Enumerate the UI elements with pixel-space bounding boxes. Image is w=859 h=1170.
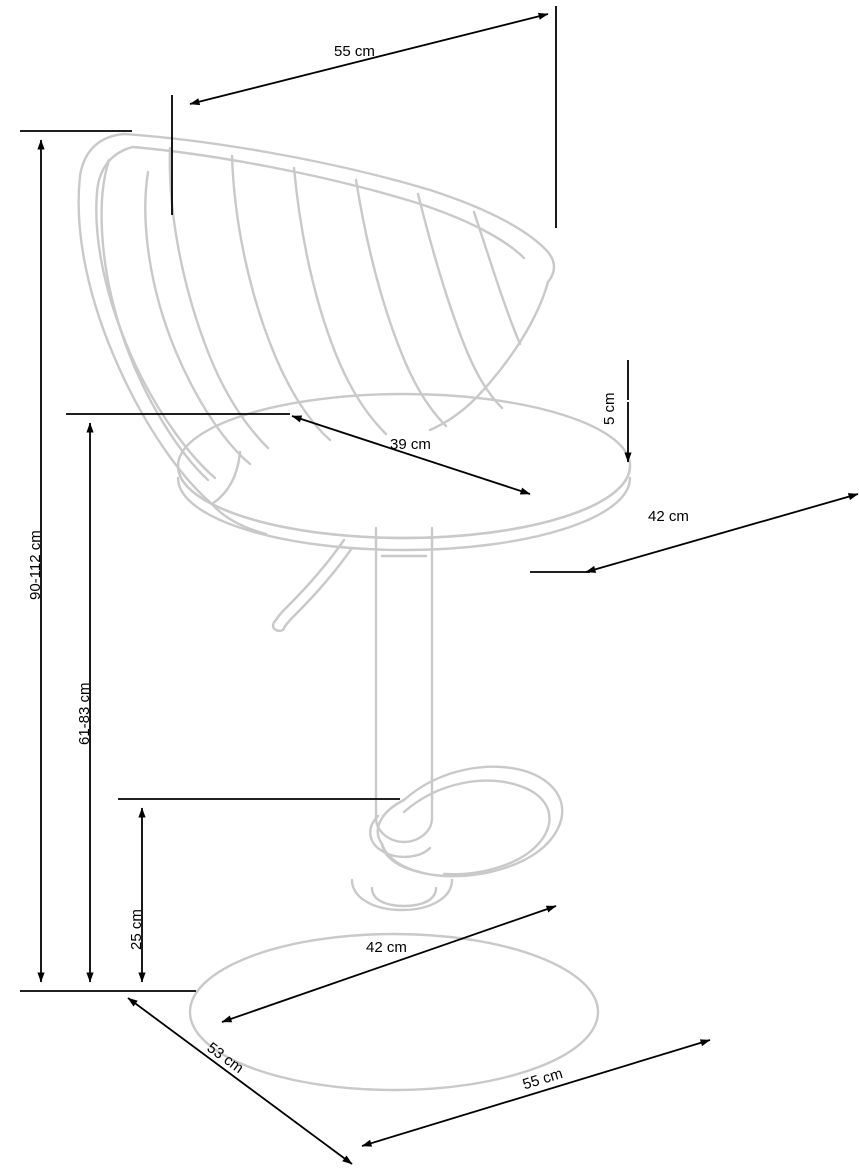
dim-line-overall-depth xyxy=(362,1040,710,1146)
dim-line-base-depth xyxy=(128,998,352,1164)
dimension-label-base-depth: 53 cm xyxy=(203,1039,247,1077)
dimension-label-seat-width: 42 cm xyxy=(648,508,689,525)
dimension-label-footrest-height: 25 cm xyxy=(128,909,145,950)
dimension-lines xyxy=(20,6,858,1164)
dim-line-base-diameter xyxy=(222,906,556,1022)
chair-outline xyxy=(76,134,630,1094)
dimension-label-backrest-width: 55 cm xyxy=(334,43,375,60)
dimension-label-overall-depth: 55 cm xyxy=(520,1065,565,1094)
dim-line-seat-depth xyxy=(292,416,530,494)
dimension-label-seat-height: 61-83 cm xyxy=(76,682,93,745)
dimension-label-seat-depth: 39 cm xyxy=(390,436,431,453)
dim-line-seat-width xyxy=(586,494,858,572)
dimension-label-total-height: 90-112 cm xyxy=(27,530,44,600)
dimension-label-base-diameter: 42 cm xyxy=(366,939,407,956)
dimension-label-seat-thickness: 5 cm xyxy=(601,392,618,425)
